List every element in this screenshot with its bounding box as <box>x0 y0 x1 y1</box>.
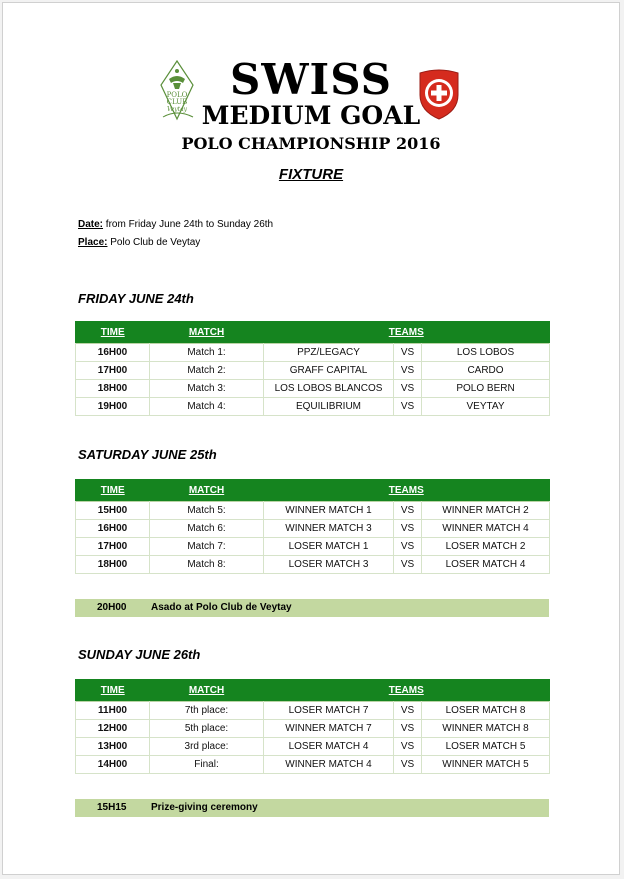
title-medium-goal: MEDIUM GOAL <box>201 101 421 130</box>
saturday-event-bar <box>75 599 549 617</box>
vs-cell: VS <box>394 702 422 720</box>
match-cell: 3rd place: <box>150 738 264 756</box>
saturday-heading: SATURDAY JUNE 25th <box>78 447 217 462</box>
friday-rows <box>76 344 550 416</box>
team1-cell: LOSER MATCH 4 <box>264 738 394 756</box>
team1-cell: LOSER MATCH 1 <box>264 538 394 556</box>
team2-cell: CARDO <box>422 362 550 380</box>
time-cell: 16H00 <box>76 344 150 362</box>
team2-cell: VEYTAY <box>422 398 550 416</box>
date-value: from Friday June 24th to Sunday 26th <box>103 219 274 230</box>
col-time: TIME <box>76 680 150 702</box>
date-line <box>78 218 273 232</box>
fixture-document <box>2 2 620 875</box>
vs-cell: VS <box>394 556 422 574</box>
time-cell: 18H00 <box>76 380 150 398</box>
left-logo-text-3: Veytay <box>166 106 188 113</box>
vs-cell: VS <box>394 520 422 538</box>
friday-heading: FRIDAY JUNE 24th <box>78 291 194 306</box>
match-cell: Final: <box>150 756 264 774</box>
title-swiss: SWISS <box>230 55 392 104</box>
saturday-event-desc: Asado at Polo Club de Veytay <box>151 602 292 613</box>
place-line <box>78 236 200 250</box>
vs-cell: VS <box>394 344 422 362</box>
table-row <box>76 344 550 362</box>
match-cell: 7th place: <box>150 702 264 720</box>
team2-cell: WINNER MATCH 5 <box>422 756 550 774</box>
match-cell: Match 8: <box>150 556 264 574</box>
table-row <box>76 520 550 538</box>
friday-table <box>75 321 550 416</box>
sunday-header-row <box>76 680 550 702</box>
table-row <box>76 702 550 720</box>
team1-cell: WINNER MATCH 7 <box>264 720 394 738</box>
left-logo-text-1: POLO <box>166 91 188 99</box>
saturday-header-row <box>76 480 550 502</box>
vs-cell: VS <box>394 720 422 738</box>
match-cell: Match 4: <box>150 398 264 416</box>
time-cell: 17H00 <box>76 538 150 556</box>
vs-cell: VS <box>394 502 422 520</box>
col-teams: TEAMS <box>264 680 550 702</box>
team1-cell: WINNER MATCH 4 <box>264 756 394 774</box>
col-match: MATCH <box>150 480 264 502</box>
time-cell: 16H00 <box>76 520 150 538</box>
team1-cell: LOSER MATCH 3 <box>264 556 394 574</box>
vs-cell: VS <box>394 398 422 416</box>
match-cell: Match 5: <box>150 502 264 520</box>
table-row <box>76 502 550 520</box>
time-cell: 12H00 <box>76 720 150 738</box>
table-row <box>76 538 550 556</box>
left-logo-text-2: CLUB <box>166 98 188 106</box>
team2-cell: LOS LOBOS <box>422 344 550 362</box>
vs-cell: VS <box>394 756 422 774</box>
match-cell: Match 6: <box>150 520 264 538</box>
table-row <box>76 380 550 398</box>
team2-cell: LOSER MATCH 2 <box>422 538 550 556</box>
team2-cell: WINNER MATCH 8 <box>422 720 550 738</box>
saturday-rows <box>76 502 550 574</box>
team2-cell: WINNER MATCH 2 <box>422 502 550 520</box>
title-championship: POLO CHAMPIONSHIP 2016 <box>181 134 441 153</box>
col-match: MATCH <box>150 322 264 344</box>
table-row <box>76 738 550 756</box>
table-row <box>76 398 550 416</box>
col-time: TIME <box>76 322 150 344</box>
time-cell: 13H00 <box>76 738 150 756</box>
col-time: TIME <box>76 480 150 502</box>
vs-cell: VS <box>394 362 422 380</box>
match-cell: Match 2: <box>150 362 264 380</box>
table-row <box>76 362 550 380</box>
sunday-event-desc: Prize-giving ceremony <box>151 802 258 813</box>
match-cell: Match 7: <box>150 538 264 556</box>
time-cell: 11H00 <box>76 702 150 720</box>
vs-cell: VS <box>394 738 422 756</box>
time-cell: 19H00 <box>76 398 150 416</box>
vs-cell: VS <box>394 380 422 398</box>
team2-cell: LOSER MATCH 5 <box>422 738 550 756</box>
team1-cell: EQUILIBRIUM <box>264 398 394 416</box>
team2-cell: LOSER MATCH 4 <box>422 556 550 574</box>
place-value: Polo Club de Veytay <box>107 237 201 248</box>
team2-cell: POLO BERN <box>422 380 550 398</box>
table-row <box>76 720 550 738</box>
sunday-rows <box>76 702 550 774</box>
sunday-event-time: 15H15 <box>97 802 127 813</box>
col-teams: TEAMS <box>264 322 550 344</box>
friday-header-row <box>76 322 550 344</box>
table-row <box>76 556 550 574</box>
date-label: Date: <box>78 219 104 230</box>
saturday-table <box>75 479 550 574</box>
table-row <box>76 756 550 774</box>
match-cell: Match 3: <box>150 380 264 398</box>
time-cell: 17H00 <box>76 362 150 380</box>
place-label: Place: <box>78 237 108 248</box>
time-cell: 18H00 <box>76 556 150 574</box>
team1-cell: LOS LOBOS BLANCOS <box>264 380 394 398</box>
team1-cell: WINNER MATCH 1 <box>264 502 394 520</box>
fixture-heading: FIXTURE <box>278 166 344 183</box>
col-match: MATCH <box>150 680 264 702</box>
time-cell: 15H00 <box>76 502 150 520</box>
team2-cell: WINNER MATCH 4 <box>422 520 550 538</box>
match-cell: 5th place: <box>150 720 264 738</box>
sunday-event-bar <box>75 799 549 817</box>
saturday-event-time: 20H00 <box>97 602 127 613</box>
team1-cell: GRAFF CAPITAL <box>264 362 394 380</box>
sunday-table <box>75 679 550 774</box>
team2-cell: LOSER MATCH 8 <box>422 702 550 720</box>
sunday-heading: SUNDAY JUNE 26th <box>78 647 201 662</box>
team1-cell: WINNER MATCH 3 <box>264 520 394 538</box>
time-cell: 14H00 <box>76 756 150 774</box>
match-cell: Match 1: <box>150 344 264 362</box>
team1-cell: LOSER MATCH 7 <box>264 702 394 720</box>
team1-cell: PPZ/LEGACY <box>264 344 394 362</box>
col-teams: TEAMS <box>264 480 550 502</box>
vs-cell: VS <box>394 538 422 556</box>
